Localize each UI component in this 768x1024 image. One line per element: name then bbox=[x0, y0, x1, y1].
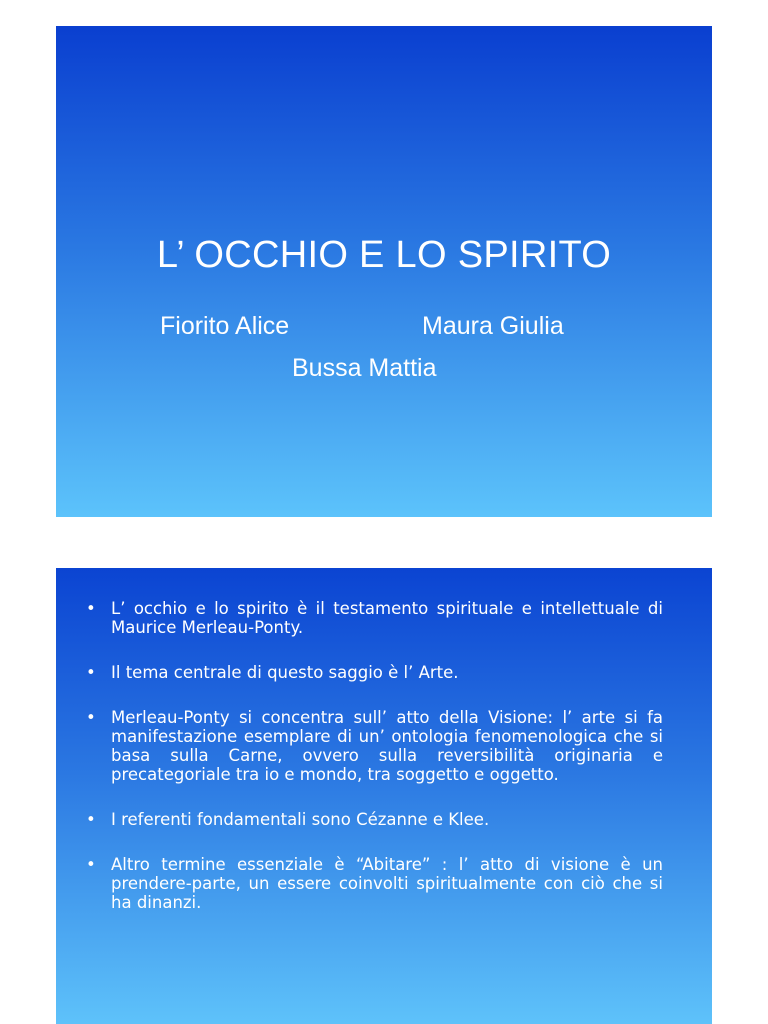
bullet-item bbox=[86, 708, 663, 784]
bullet-item bbox=[86, 855, 663, 912]
bullet-text: Il tema centrale di questo saggio è l’ Arte. bbox=[111, 663, 459, 682]
bullet-item bbox=[86, 810, 663, 829]
bullet-list bbox=[86, 599, 663, 938]
bullet-item bbox=[86, 663, 663, 682]
bullet-icon: • bbox=[86, 810, 96, 829]
content-slide bbox=[56, 568, 712, 1024]
bullet-text: Merleau-Ponty si concentra sull’ atto della Visione: l’ arte si fa manifestazione esemplare di un’ ontologia fenomenologica che si basa sulla Carne, ovvero sulla reversibilità originaria e precategoriale tra io e mondo, tra soggetto e oggetto. bbox=[111, 708, 663, 784]
author-name: Maura Giulia bbox=[422, 312, 564, 340]
bullet-icon: • bbox=[86, 855, 96, 874]
author-name: Bussa Mattia bbox=[292, 354, 437, 382]
bullet-icon: • bbox=[86, 663, 96, 682]
bullet-text: I referenti fondamentali sono Cézanne e Klee. bbox=[111, 810, 490, 829]
slide-title: L’ OCCHIO E LO SPIRITO bbox=[156, 234, 612, 276]
bullet-icon: • bbox=[86, 599, 96, 618]
title-slide bbox=[56, 26, 712, 517]
bullet-icon: • bbox=[86, 708, 96, 727]
author-name: Fiorito Alice bbox=[160, 312, 290, 340]
bullet-item bbox=[86, 599, 663, 637]
bullet-text: Altro termine essenziale è “Abitare” : l’ atto di visione è un prendere-parte, un essere coinvolti spiritualmente con ciò che si ha dinanzi. bbox=[111, 855, 663, 912]
bullet-text: L’ occhio e lo spirito è il testamento spirituale e intellettuale di Maurice Merleau-Ponty. bbox=[111, 599, 663, 637]
